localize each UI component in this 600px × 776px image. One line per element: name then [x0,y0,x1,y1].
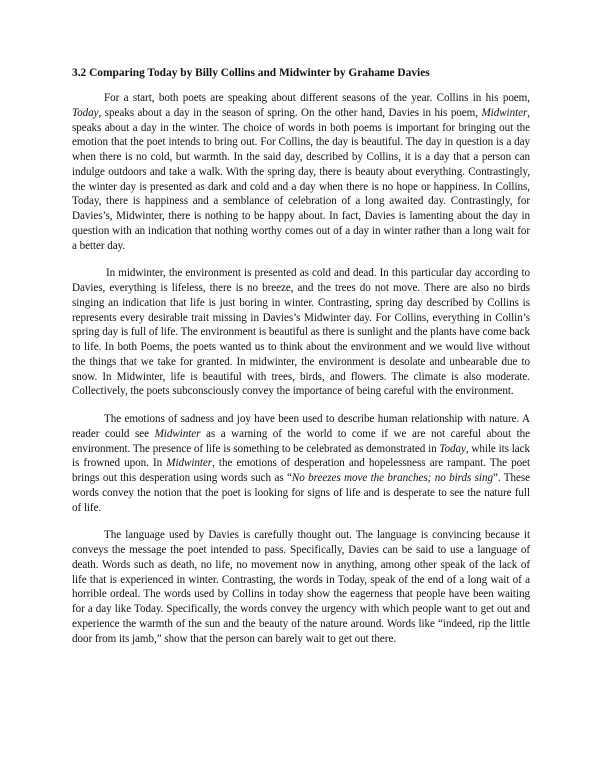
paragraph-1-run-1: For a start, both poets are speaking about different seasons of the year. Collins in his poem, [104,92,530,104]
paragraph-3-run-5: , while its lack is frowned upon. In [72,442,530,470]
paragraph-1-run-5: , speaks about a day in the winter. The choice of words in both poems is important for bringing out the emotion that the poet intends to bring out. For Collins, the day is beautiful. The day in question is a day when there is no cold, but warmth. In the said day, described by Collins, it is a day that a person can indulge outdoors and take a walk. With the spring day, there is beauty about everything. Contrastingly, the winter day is presented as dark and cold and a day when there is no hope or happiness. In Collins, Today, there is happiness and a semblance of celebration of a long awaited day. Contrastingly, for Davies’s, Midwinter, there is nothing to be happy about. In fact, Davies is lamenting about the day in question with an indication that nothing worthy comes out of a day in winter rather than a long wait for a better day. [72,106,530,252]
paragraph-4-run-1: The language used by Davies is carefully thought out. The language is convincing because it conveys the message the poet intended to pass. Specifically, Davies can be said to use a language of death. Words such as death, no life, no movement now in anything, among other speak of the lack of life that is experienced in winter. Contrasting, the words in Today, speak of the end of a long wait of a horrible ordeal. The words used by Collins in today show the eagerness that people have been waiting for a day like Today. Specifically, the words convey the urgency with which people want to get out and experience the warmth of the sun and the beauty of the nature around. Words like “indeed, rip the little door from its jamb,” show that the person can barely wait to get out there. [72,529,530,645]
poem-quote: No breezes move the branches; no birds sing [291,472,493,484]
paragraph-2-run-1: In midwinter, the environment is presented as cold and dead. In this particular day according to Davies, everything is lifeless, there is no breeze, and the trees do not move. There are also no birds singing an indication that life is just boring in winter. Contrasting, spring day described by Collins is represents every desirable trait missing in Davies’s Midwinter day. For Collins, everything in Collin’s spring day is full of life. The environment is beautiful as there is sunlight and the plants have come back to life. In both Poems, the poets wanted us to think about the environment and we would live without the things that we take for granted. In midwinter, the environment is desolate and unbearable due to snow. In Midwinter, life is beautiful with trees, birds, and flowers. The climate is also moderate. Collectively, the poets subconsciously convey the importance of being careful with the environment. [72,267,530,398]
paragraph-2 [72,266,530,399]
poem-title-midwinter: Midwinter [481,106,528,119]
poem-title-today: Today [72,106,99,119]
paragraph-1 [72,91,530,253]
paragraph-3-run-3: as a warning of the world to come if we are not careful about the environment. The presence of life is something to be celebrated as demonstrated in [72,427,530,455]
poem-title-midwinter: Midwinter [154,427,201,440]
paragraph-3 [72,412,530,515]
paragraph-3-run-7: , the emotions of desperation and hopelessness are rampant. The poet brings out this desperation using words such as “ [72,457,530,484]
paragraph-3-run-1: The emotions of sadness and joy have been used to describe human relationship with nature. A reader could see [72,413,530,440]
document-page [72,66,530,646]
section-heading: 3.2 Comparing Today by Billy Collins and Midwinter by Grahame Davies [72,67,430,79]
paragraph-4 [72,528,530,646]
paragraph-3-run-9: ”. These words convey the notion that the poet is looking for signs of life and is desperate to see the nature full of life. [72,472,530,514]
poem-title-today: Today [439,442,466,455]
paragraph-1-run-3: , speaks about a day in the season of spring. On the other hand, Davies in his poem, [98,106,482,119]
poem-title-midwinter: Midwinter [166,457,213,470]
